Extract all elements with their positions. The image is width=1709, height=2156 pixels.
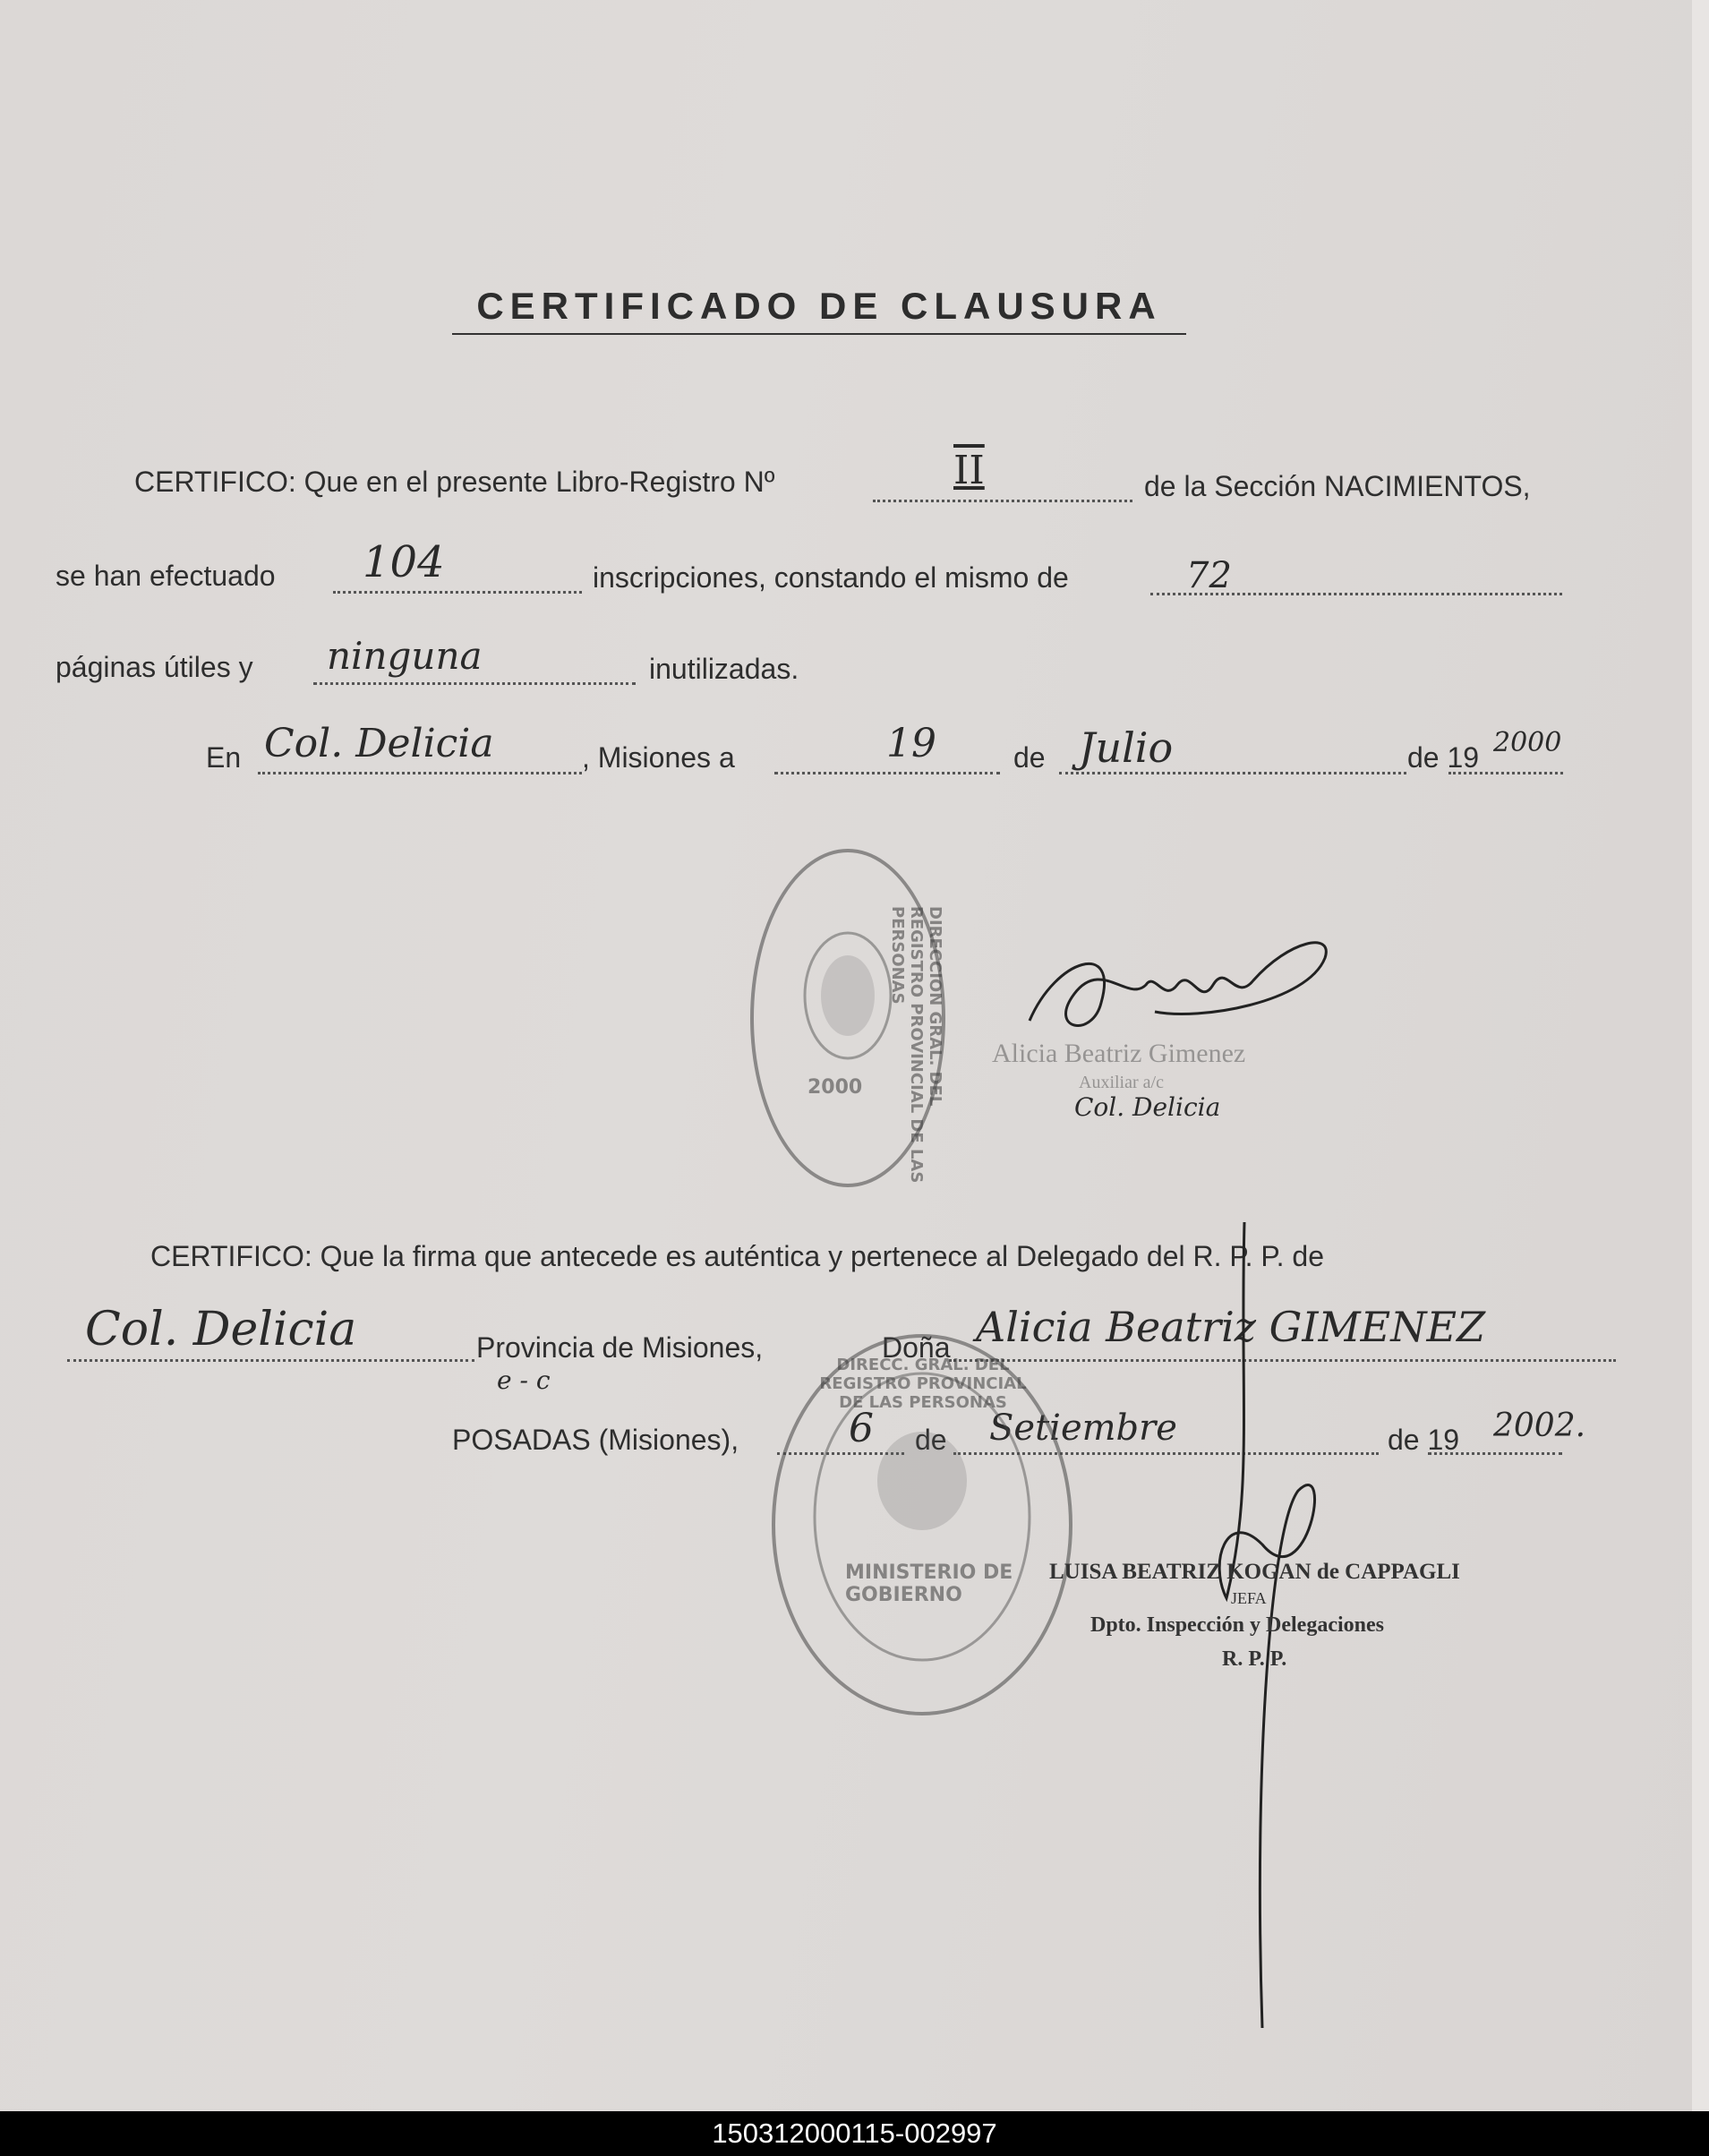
- certifico-lead-2: CERTIFICO: Que la firma que antecede es auténtica y pertenece al Delegado del R. P. P. de: [150, 1240, 1324, 1272]
- stamp-text: DIRECCION GRAL. DEL REGISTRO PROVINCIAL DE LAS PERSONAS: [888, 906, 944, 1184]
- dotted-line: [1448, 772, 1563, 774]
- posadas-text: POSADAS (Misiones),: [452, 1424, 739, 1456]
- dotted-line: [67, 1359, 474, 1362]
- de-text: de: [1013, 741, 1046, 774]
- signature-1-role: Auxiliar a/c: [1079, 1073, 1164, 1092]
- dia-1: 19: [886, 721, 936, 766]
- anio-1: 2000: [1493, 727, 1562, 758]
- document-title: CERTIFICADO DE CLAUSURA: [452, 285, 1186, 335]
- dona-text: Doña: [882, 1331, 951, 1364]
- libro-numero: II: [953, 448, 985, 493]
- mes-1: Julio: [1079, 723, 1174, 772]
- dotted-line: [1059, 772, 1406, 774]
- official-name: LUISA BEATRIZ KOGAN de CAPPAGLI: [1049, 1560, 1460, 1584]
- dotted-line: [313, 682, 636, 685]
- dotted-line: [258, 772, 582, 774]
- signature-1-name: Alicia Beatriz Gimenez: [992, 1039, 1246, 1068]
- anio-2: 2002.: [1493, 1407, 1586, 1444]
- stamp-year: 2000: [808, 1076, 863, 1099]
- provincia-text: Provincia de Misiones,: [476, 1331, 764, 1364]
- mes-2: Setiembre: [989, 1407, 1177, 1449]
- en-text: En: [206, 741, 242, 774]
- lugar-1: Col. Delicia: [264, 721, 494, 766]
- lugar-2: Col. Delicia: [85, 1303, 357, 1356]
- inutilizadas-num: ninguna: [327, 634, 483, 678]
- nombre-delegado: Alicia Beatriz GIMENEZ: [976, 1303, 1486, 1351]
- certifico-lead-1: CERTIFICO: Que en el presente Libro-Registro Nº: [134, 466, 775, 498]
- stamp-text: DIRECC. GRAL. DEL REGISTRO PROVINCIAL DE LAS PERSONAS: [819, 1356, 1027, 1412]
- document-id-footer: 150312000115-002997: [0, 2111, 1709, 2156]
- de-19-text-2: de 19: [1388, 1424, 1460, 1456]
- seccion-text: de la Sección NACIMIENTOS,: [1144, 470, 1531, 502]
- official-dept: Dpto. Inspección y Delegaciones: [1090, 1613, 1384, 1637]
- inutilizadas-text: inutilizadas.: [649, 653, 799, 685]
- official-title: JEFA: [1231, 1589, 1267, 1607]
- stamp-inner-text: MINISTERIO DE GOBIERNO: [845, 1561, 1013, 1606]
- de-19-text: de 19: [1407, 741, 1480, 774]
- dotted-line: [1428, 1452, 1562, 1455]
- paginas-utiles-text: páginas útiles y: [56, 651, 253, 683]
- dotted-line: [873, 500, 1132, 502]
- dotted-line: [774, 772, 1000, 774]
- page-edge: [1692, 0, 1709, 2111]
- dia-2: 6: [849, 1406, 874, 1451]
- registro-stamp-2: [772, 1334, 1072, 1715]
- misiones-a-text: , Misiones a: [582, 741, 735, 774]
- official-org: R. P. P.: [1222, 1647, 1287, 1671]
- inscripciones-num: 104: [363, 537, 445, 587]
- paginas-num: 72: [1186, 555, 1232, 596]
- registro-stamp-1: [750, 849, 945, 1187]
- signature-1-place: Col. Delicia: [1074, 1092, 1221, 1122]
- dotted-line: [333, 591, 582, 594]
- inscripciones-text: inscripciones, constando el mismo de: [593, 561, 1069, 594]
- ec-note: e - c: [497, 1365, 551, 1395]
- efectuado-text: se han efectuado: [56, 560, 276, 592]
